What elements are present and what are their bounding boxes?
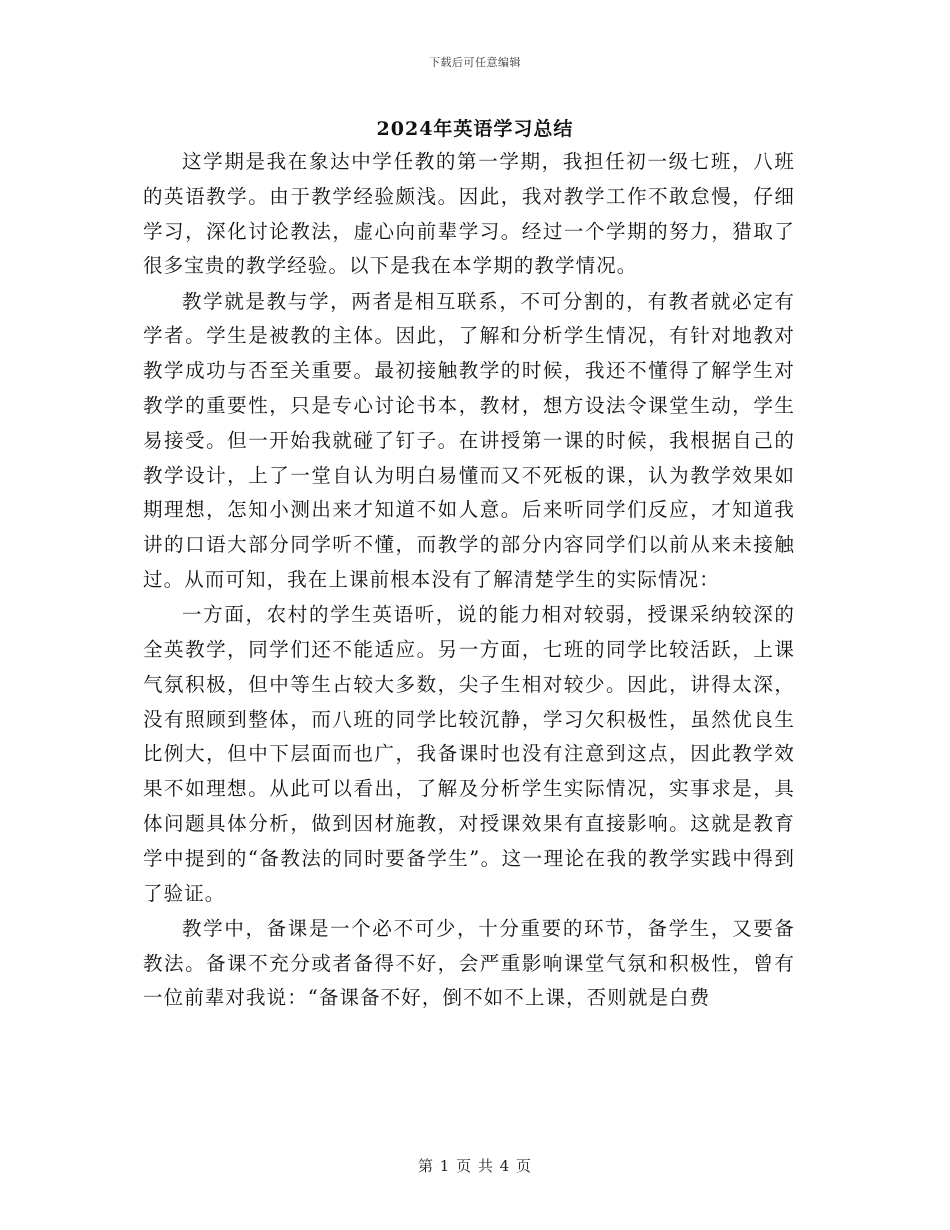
paragraph-3: 一方面，农村的学生英语听，说的能力相对较弱，授课采纳较深的全英教学，同学们还不能适应。另一方面，七班的同学比较活跃，上课气氛积极，但中等生占较大多数，尖子生相对较少。因此，讲得太深，没有照顾到整体，而八班的同学比较沉静，学习欠积极性，虽然优良生比例大，但中下层面而也广，我备课时也没有注意到这点，因此教学效果不如理想。从此可以看出，了解及分析学生实际情况，实事求是，具体问题具体分析，做到因材施教，对授课效果有直接影响。这就是教育学中提到的“备教法的同时要备学生”。这一理论在我的教学实践中得到了验证。: [143, 603, 795, 905]
document-title: 2024年英语学习总结: [376, 118, 574, 140]
paragraph-1: 这学期是我在象达中学任教的第一学期，我担任初一级七班，八班的英语教学。由于教学经验颇浅。因此，我对教学工作不敢怠慢，仔细学习，深化讨论教法，虚心向前辈学习。经过一个学期的努力，猎取了很多宝贵的教学经验。以下是我在本学期的教学情况。: [143, 150, 795, 278]
header-note: 下载后可任意编辑: [429, 56, 521, 69]
paragraph-4: 教学中，备课是一个必不可少，十分重要的环节，备学生，又要备教法。备课不充分或者备得不好，会严重影响课堂气氛和积极性，曾有一位前辈对我说：“备课备不好，倒不如不上课，否则就是白费: [143, 916, 795, 1010]
paragraph-2: 教学就是教与学，两者是相互联系，不可分割的，有教者就必定有学者。学生是被教的主体。因此，了解和分析学生情况，有针对地教对教学成功与否至关重要。最初接触教学的时候，我还不懂得了解学生对教学的重要性，只是专心讨论书本，教材，想方设法令课堂生动，学生易接受。但一开始我就碰了钉子。在讲授第一课的时候，我根据自己的教学设计，上了一堂自认为明白易懂而又不死板的课，认为教学效果如期理想，怎知小测出来才知道不如人意。后来听同学们反应，才知道我讲的口语大部分同学听不懂，而教学的部分内容同学们以前从来未接触过。从而可知，我在上课前根本没有了解清楚学生的实际情况：: [143, 289, 795, 591]
page-number: 第 1 页 共 4 页: [418, 1157, 532, 1175]
document-body: [143, 145, 795, 1016]
